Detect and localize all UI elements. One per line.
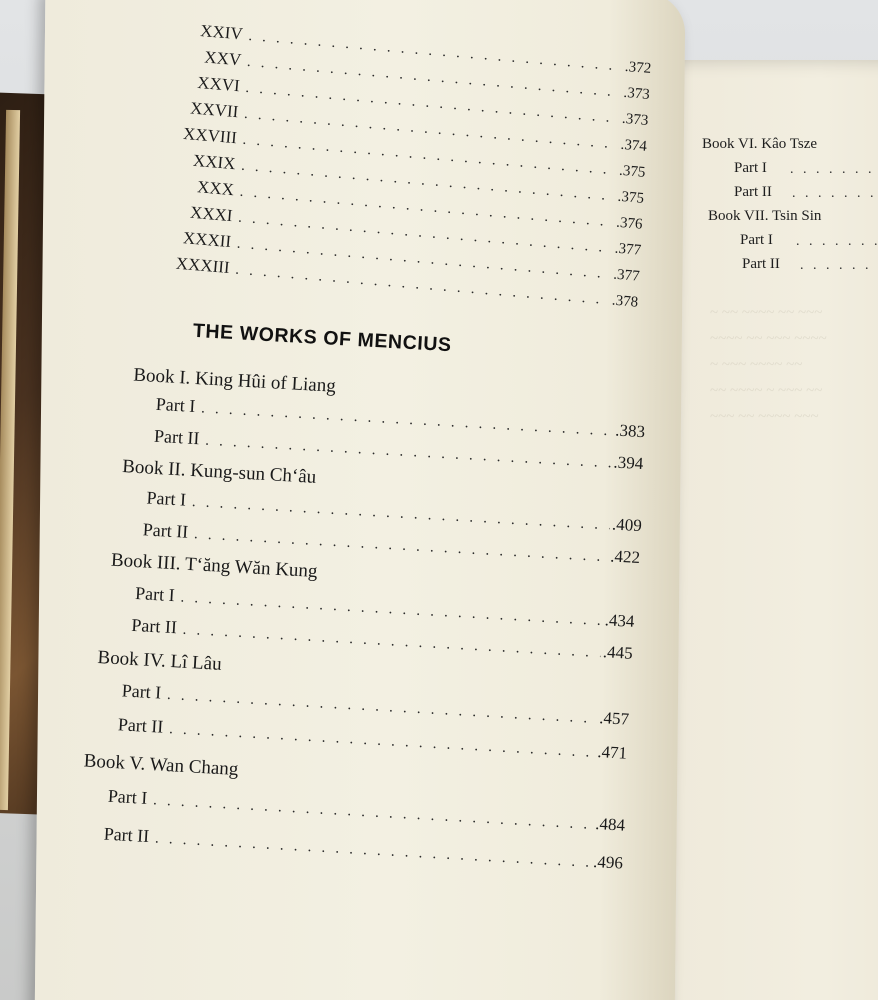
right-leader-dots [790, 162, 878, 178]
right-leader-dots [796, 234, 878, 250]
page-number: .373 [622, 84, 651, 103]
right-part-label: Part II [742, 256, 780, 272]
book-title: Book IV. Lî Lâu [97, 647, 223, 675]
page-number: .376 [615, 214, 644, 233]
part-label: Part II [117, 714, 164, 737]
right-part-label: Part II [734, 184, 772, 200]
right-part-label: Part I [740, 232, 773, 248]
right-leader-dots [792, 186, 878, 202]
right-book-title: Book VII. Tsin Sin [708, 208, 822, 224]
part-label: Part I [146, 487, 187, 510]
page-number: .496 [592, 851, 624, 873]
page-number: .383 [614, 420, 646, 442]
book-title: Book II. Kung-sun Ch‘âu [121, 456, 317, 488]
right-part-label: Part I [734, 160, 767, 176]
chapter-label: XXV [203, 47, 242, 70]
book-title: Book V. Wan Chang [83, 750, 239, 780]
chapter-label: XXVIII [182, 123, 238, 148]
page-number: .378 [611, 292, 639, 311]
chapter-label: XXVI [196, 72, 241, 96]
page-number: .457 [598, 708, 630, 729]
page-number: .394 [613, 452, 644, 474]
chapter-label: XXXIII [175, 253, 231, 278]
page-number: .373 [621, 110, 649, 129]
part-label: Part I [155, 393, 196, 417]
part-label: Part II [153, 425, 201, 449]
page-number: .372 [624, 58, 652, 78]
page-number: .409 [611, 514, 643, 536]
part-label: Part II [142, 519, 189, 542]
page-number: .374 [619, 136, 648, 155]
leader-dots [153, 792, 594, 834]
chapter-label: XXX [196, 177, 235, 200]
page-number: .434 [604, 610, 635, 631]
part-label: Part I [107, 785, 148, 808]
chapter-label: XXVII [189, 98, 240, 122]
part-label: Part I [134, 583, 176, 606]
section-heading: THE WORKS OF MENCIUS [192, 319, 453, 357]
book-title: Book I. King Hûi of Liang [132, 364, 337, 397]
right-book-title: Book VI. Kâo Tsze [702, 136, 818, 152]
part-label: Part II [130, 614, 178, 638]
page-number: .445 [602, 642, 634, 663]
part-label: Part II [103, 823, 150, 847]
chapter-label: XXXII [182, 228, 232, 252]
chapter-label: XXIX [192, 150, 237, 174]
page-number: .375 [618, 162, 647, 181]
page-number: .471 [596, 742, 628, 763]
left-page [35, 0, 686, 1000]
right-leader-dots [800, 258, 878, 274]
page-number: .377 [614, 240, 642, 259]
page-number: .422 [609, 546, 641, 568]
chapter-label: XXIV [199, 21, 244, 44]
book-title: Book III. T‘ăng Wăn Kung [110, 549, 318, 583]
page-number: .377 [612, 266, 641, 285]
part-label: Part I [121, 680, 162, 703]
chapter-label: XXXI [189, 202, 234, 226]
page-number: .375 [617, 188, 645, 207]
bleed-through-text: ~ ~~ ~~~~ ~~ ~~~ ~~~~ ~~ ~~~ ~~~~ ~ ~~~ ~~~~ ~~ ~~ ~~~~ ~ ~~~ ~~ ~~~ ~~ ~~~~ ~~~ [710, 305, 827, 425]
page-number: .484 [594, 814, 626, 835]
leader-dots [155, 830, 592, 871]
